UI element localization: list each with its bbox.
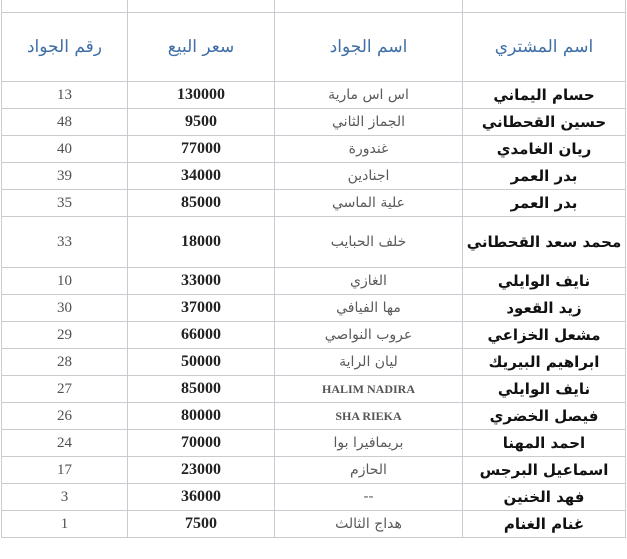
buyer-name-cell: بدر العمر [463,190,626,217]
horse-number-cell: 24 [2,430,128,457]
buyer-name-cell: نايف الوايلي [463,376,626,403]
sale-price-cell: 85000 [128,376,275,403]
header-horse-name: اسم الجواد [275,13,463,82]
buyer-name-cell: حسين القحطاني [463,109,626,136]
horse-number-cell: 3 [2,484,128,511]
buyer-name-cell: ريان الغامدي [463,136,626,163]
table-row [2,376,626,403]
buyer-name-cell: فيصل الخضري [463,403,626,430]
sale-price-cell: 77000 [128,136,275,163]
header-sale-price: سعر البيع [128,13,275,82]
horse-number-cell: 48 [2,109,128,136]
table-body [2,82,626,538]
sale-price-cell: 33000 [128,268,275,295]
horse-number-cell: 39 [2,163,128,190]
buyer-name-cell: زيد القعود [463,295,626,322]
table-row [2,322,626,349]
buyer-name-cell: حسام اليماني [463,82,626,109]
buyer-name-cell: بدر العمر [463,163,626,190]
table-row [2,109,626,136]
horse-name-cell: غندورة [275,136,463,163]
sale-price-cell: 9500 [128,109,275,136]
horse-number-cell: 13 [2,82,128,109]
sale-price-cell: 80000 [128,403,275,430]
horse-name-cell: مها الفيافي [275,295,463,322]
table-row [2,484,626,511]
table-row [2,403,626,430]
table-row [2,295,626,322]
sale-price-cell: 18000 [128,217,275,268]
horse-name-cell: ليان الراية [275,349,463,376]
horse-name-cell: الغازي [275,268,463,295]
horse-number-cell: 33 [2,217,128,268]
table-row [2,217,626,268]
horse-number-cell: 35 [2,190,128,217]
horse-number-cell: 27 [2,376,128,403]
horse-name-cell: الحازم [275,457,463,484]
horse-name-cell: اجنادين [275,163,463,190]
horse-name-cell: SHA RIEKA [275,403,463,430]
horse-name-cell: هداج الثالث [275,511,463,538]
horse-number-cell: 26 [2,403,128,430]
horse-number-cell: 28 [2,349,128,376]
horse-name-cell: -- [275,484,463,511]
sale-price-cell: 36000 [128,484,275,511]
horse-name-cell: خلف الحبايب [275,217,463,268]
sale-price-cell: 66000 [128,322,275,349]
header-horse-number: رقم الجواد [2,13,128,82]
horse-number-cell: 30 [2,295,128,322]
sale-price-cell: 130000 [128,82,275,109]
buyer-name-cell: اسماعيل البرجس [463,457,626,484]
table-row [2,136,626,163]
sale-price-cell: 85000 [128,190,275,217]
horse-sales-table [1,0,626,538]
header-buyer-name: اسم المشتري [463,13,626,82]
table-row [2,190,626,217]
table-row [2,163,626,190]
sale-price-cell: 37000 [128,295,275,322]
horse-name-cell: عروب النواصي [275,322,463,349]
buyer-name-cell: محمد سعد القحطاني [463,217,626,268]
buyer-name-cell: فهد الخنين [463,484,626,511]
horse-name-cell: HALIM NADIRA [275,376,463,403]
table-header-row [2,13,626,82]
sale-price-cell: 7500 [128,511,275,538]
table-row [2,349,626,376]
sales-table-container [1,0,625,559]
table-row [2,82,626,109]
sale-price-cell: 70000 [128,430,275,457]
horse-number-cell: 17 [2,457,128,484]
buyer-name-cell: غنام الغنام [463,511,626,538]
table-row [2,457,626,484]
horse-number-cell: 10 [2,268,128,295]
buyer-name-cell: نايف الوايلي [463,268,626,295]
buyer-name-cell: ابراهيم البيريك [463,349,626,376]
table-row [2,511,626,538]
horse-number-cell: 1 [2,511,128,538]
horse-number-cell: 29 [2,322,128,349]
horse-name-cell: الجماز الثاني [275,109,463,136]
sale-price-cell: 50000 [128,349,275,376]
horse-number-cell: 40 [2,136,128,163]
buyer-name-cell: احمد المهنا [463,430,626,457]
buyer-name-cell: مشعل الخزاعي [463,322,626,349]
sale-price-cell: 34000 [128,163,275,190]
horse-name-cell: اس اس مارية [275,82,463,109]
horse-name-cell: علية الماسي [275,190,463,217]
sale-price-cell: 23000 [128,457,275,484]
horse-name-cell: بريمافيرا بوا [275,430,463,457]
table-top-spacer-row [2,0,626,13]
table-row [2,268,626,295]
table-row [2,430,626,457]
